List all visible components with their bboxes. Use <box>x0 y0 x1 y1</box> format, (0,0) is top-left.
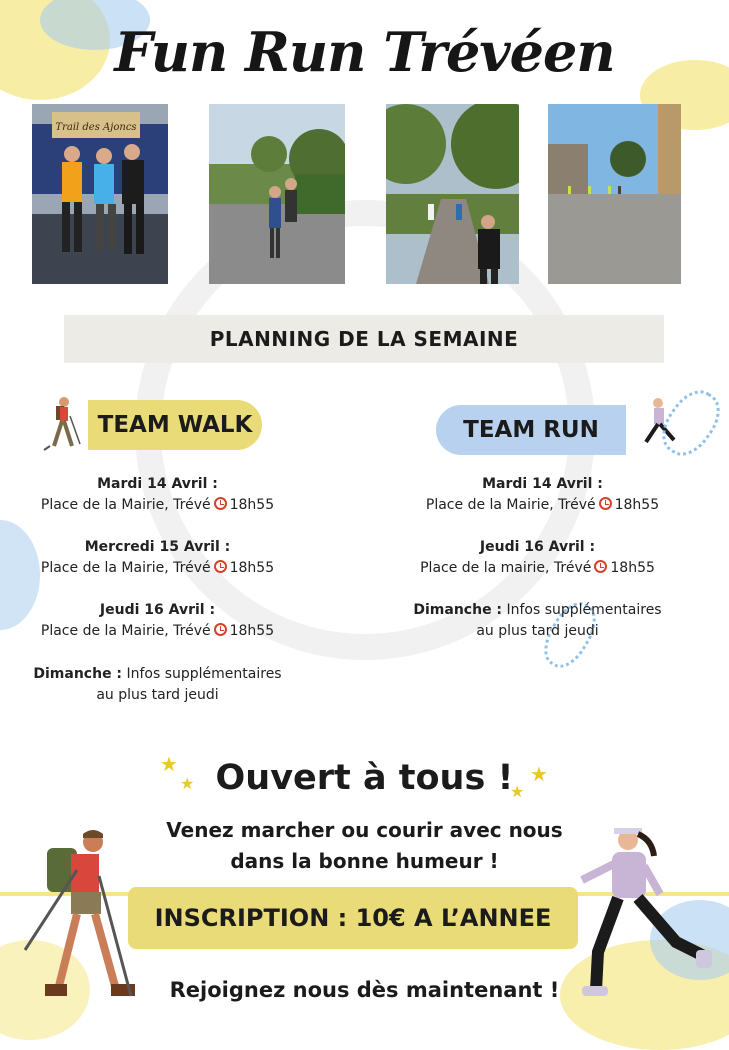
clock-icon <box>214 560 227 573</box>
sunday-text: Infos supplémentaires <box>122 666 282 682</box>
schedule-day: Jeudi 16 Avril : <box>99 602 216 618</box>
open-to-all-heading: Ouvert à tous ! <box>215 758 514 798</box>
schedule-place: Place de la Mairie, Trévé <box>425 497 596 513</box>
team-run-label: TEAM RUN <box>436 405 626 455</box>
star-icon: ★ <box>160 752 178 776</box>
schedule-time: 18h55 <box>229 497 275 513</box>
schedule-time: 18h55 <box>614 497 660 513</box>
photo-team-banner <box>32 104 168 284</box>
planning-title: PLANNING DE LA SEMAINE <box>209 327 519 351</box>
schedule-day: Mardi 14 Avril : <box>97 476 218 492</box>
walk-sunday-info <box>20 664 295 706</box>
join-now-text: Rejoignez nous dès maintenant ! <box>169 978 560 1002</box>
clock-icon <box>599 497 612 510</box>
schedule-time: 18h55 <box>610 560 655 576</box>
star-icon: ★ <box>180 774 195 793</box>
clock-icon <box>214 623 227 636</box>
registration-text: INSCRIPTION : 10€ A L’ANNEE <box>154 904 552 932</box>
photo-sign-text: Trail des Ajoncs <box>55 122 137 133</box>
schedule-day: Mardi 14 Avril : <box>482 476 603 492</box>
schedule-place: Place de la Mairie, Trévé <box>40 623 211 639</box>
schedule-place: Place de la Mairie, Trévé <box>40 497 211 513</box>
run-schedule-item <box>400 537 675 579</box>
run-sunday-info <box>400 600 675 642</box>
hiker-icon <box>42 394 82 454</box>
page-title: Fun Run Trévéen <box>114 20 615 84</box>
sunday-text-2: au plus tard jeudi <box>476 623 599 639</box>
run-schedule-item <box>405 474 680 516</box>
sunday-text: Infos supplémentaires <box>502 602 662 618</box>
sunday-text-2: au plus tard jeudi <box>96 687 219 703</box>
star-icon: ★ <box>530 762 548 786</box>
photo-runners-path <box>386 104 519 284</box>
clock-icon <box>214 497 227 510</box>
schedule-time: 18h55 <box>229 623 275 639</box>
photo-walkers-road <box>209 104 345 284</box>
star-icon: ★ <box>510 782 525 801</box>
schedule-day: Mercredi 15 Avril : <box>84 539 231 555</box>
schedule-day: Jeudi 16 Avril : <box>479 539 596 555</box>
schedule-place: Place de la mairie, Trévé <box>420 560 592 576</box>
runner-illustration-icon <box>568 824 713 1004</box>
clock-icon <box>594 560 607 573</box>
walk-schedule-item <box>20 537 295 579</box>
invite-line-2: dans la bonne humeur ! <box>230 849 499 873</box>
schedule-time: 18h55 <box>229 560 275 576</box>
sunday-label: Dimanche : <box>33 666 123 682</box>
walk-schedule-item <box>20 474 295 516</box>
team-walk-label: TEAM WALK <box>88 400 262 450</box>
schedule-place: Place de la Mairie, Trévé <box>40 560 211 576</box>
sunday-label: Dimanche : <box>413 602 503 618</box>
walk-schedule-item <box>20 600 295 642</box>
photo-runners-street <box>548 104 681 284</box>
invite-line-1: Venez marcher ou courir avec nous <box>166 818 563 842</box>
